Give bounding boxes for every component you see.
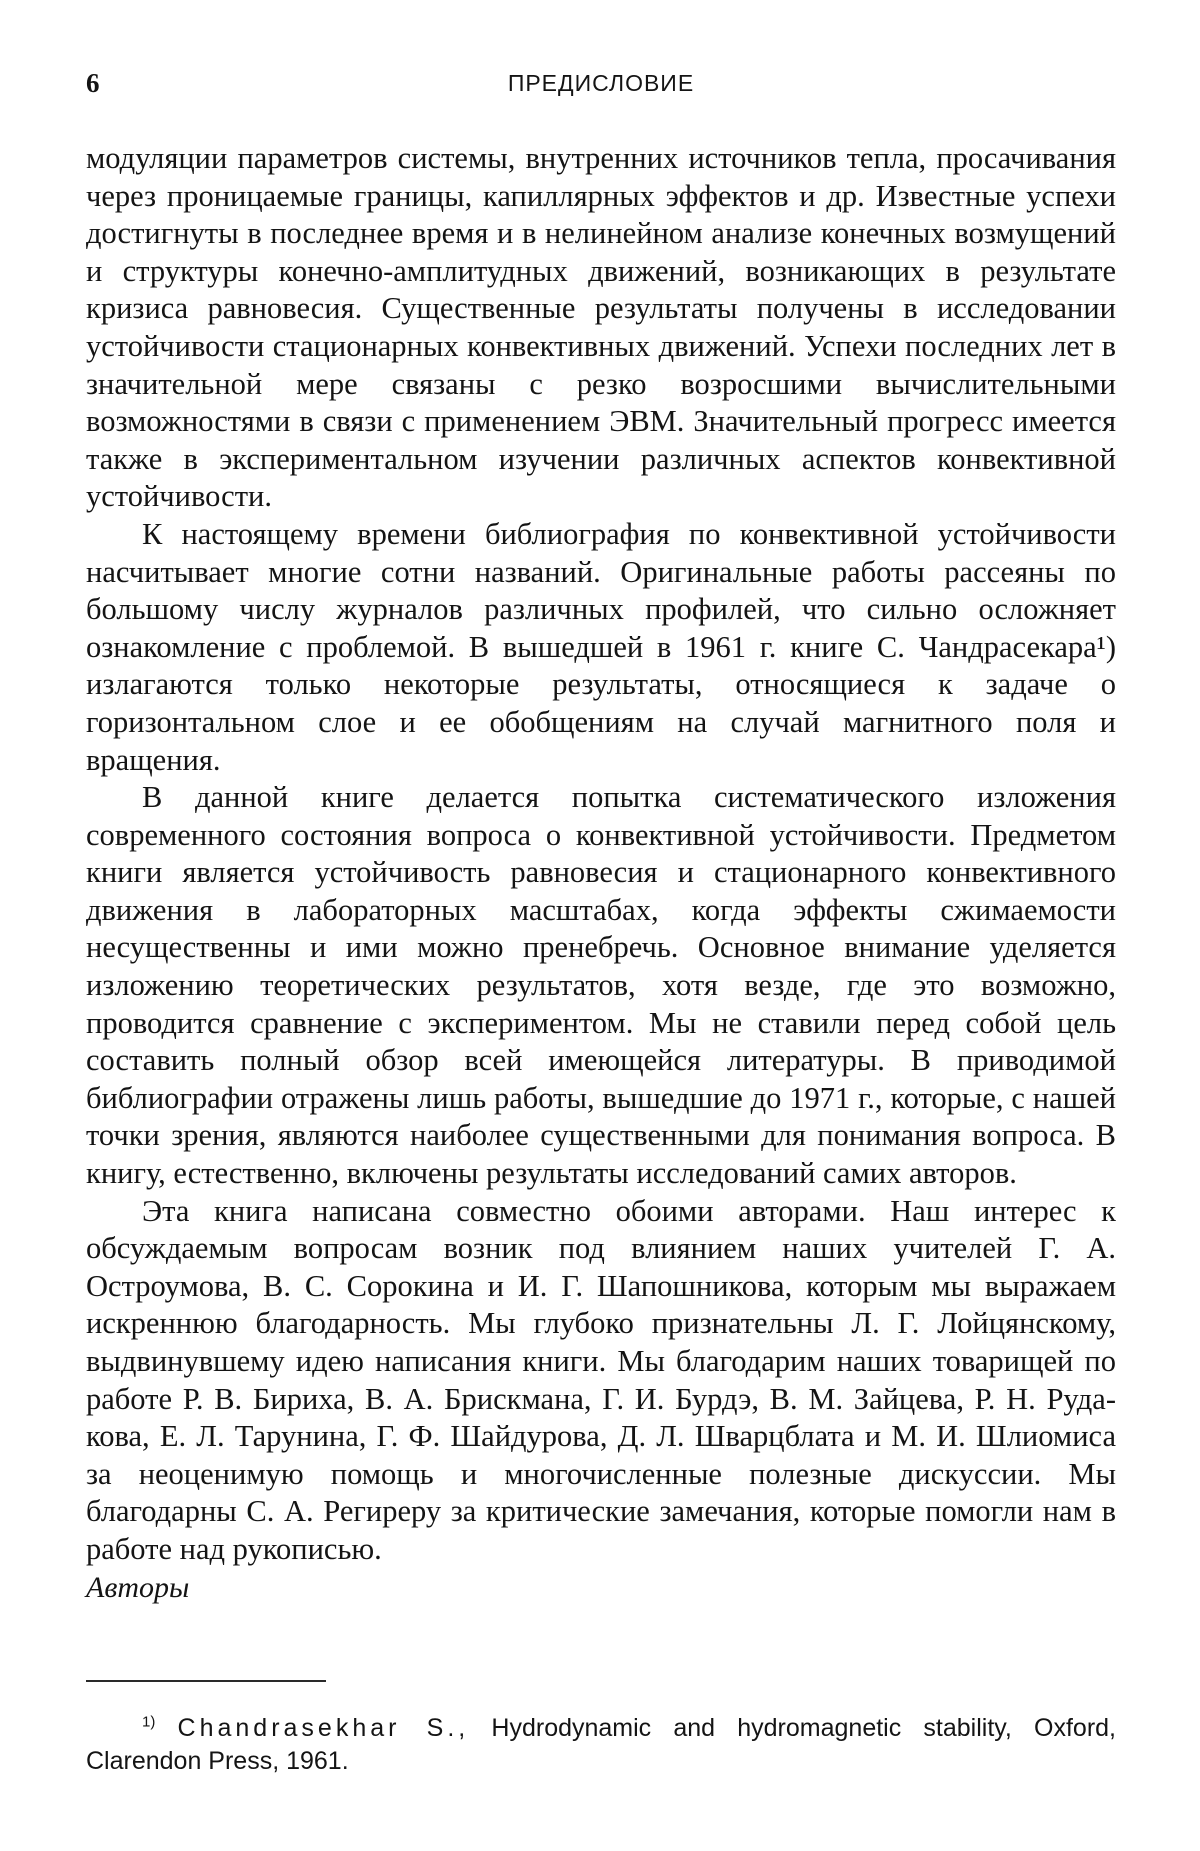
page-number: 6 [86,68,100,98]
paragraph-4: Эта книга написана совместно обоими авторами. Наш интерес к обсуждаемым вопросам возник под влиянием наших учителей Г. А. Остроумова, В. С. Сорокина и И. Г. Шапошникова, которым мы выражаем искреннюю благодарность. Мы глубоко признательны Л. Г. Лойцянскому, выдвинувшему идею написания книги. Мы благодарим наших товарищей по работе Р. В. Бириха, В. А. Брискмана, Г. И. Бурдэ, В. М. Зайцева, Р. Н. Рудакова, Е. Л. Тарунина, Г. Ф. Шайдурова, Д. Л. Шварцблата и М. И. Шлиомиса за неоценимую помощь и многочисленные полезные дискуссии. Мы благодарны С. А. Региреру за критические замечания, которые помогли нам в работе над рукописью. [86,1193,1116,1566]
body-text [86,140,1116,1606]
book-page [86,0,1116,1851]
running-head: ПРЕДИСЛОВИЕ [507,70,695,96]
footnote-author: Chandrasekhar S., [177,1714,470,1742]
page-header [86,68,1116,102]
footnote-marker: 1) [142,1713,156,1731]
signature: Авторы [86,1570,190,1604]
footnote [86,1712,1116,1778]
paragraph-2: К настоящему времени библиография по конвективной устойчивости насчитывает многие сотни названий. Оригинальные работы рассеяны по большому числу журналов различных профилей, что сильно осложняет ознакомление с проблемой. В вышедшей в 1961 г. книге С. Чандрасекара¹) излагаются только некоторые результаты, относящиеся к задаче о горизонтальном слое и ее обобщениям на случай магнитного поля и вращения. [86,516,1116,777]
footnote-text: Hydrodynamic and hydromagnetic stability, Oxford, Clarendon Press, 1961. [86,1714,1117,1775]
paragraph-3: В данной книге делается попытка систематического изложения современного состояния вопроса о конвективной устойчивости. Предметом книги является устойчивость равновесия и стационарного конвективного движения в лабораторных масштабах, когда эффекты сжимаемости несущественны и ими можно пренебречь. Основное внимание уделяется изложению теоретических результатов, хотя везде, где это возможно, проводится сравнение с экспериментом. Мы не ставили перед собой цель составить полный обзор всей имеющейся литературы. В приводимой библиографии отражены лишь работы, вышедшие до 1971 г., которые, с нашей точки зрения, являются наиболее существенными для понимания вопроса. В книгу, естественно, включены результаты исследований самих авторов. [86,780,1116,1191]
footnote-divider [86,1680,326,1682]
paragraph-1: модуляции параметров системы, внутренних источников тепла, просачивания через проницаемые границы, капиллярных эффектов и др. Известные успехи достигнуты в последнее время и в нелинейном анализе конечных возмущений и структуры конечно-амплитудных движений, возникающих в результате кризиса равновесия. Существенные результаты получены в исследовании устойчивости стационарных конвективных движений. Успехи последних лет в значительной мере связаны с резко возросшими вычислительными возможностями в связи с применением ЭВМ. Значительный прогресс имеется также в экспериментальном изучении различных аспектов конвективной устойчивости. [86,141,1116,514]
